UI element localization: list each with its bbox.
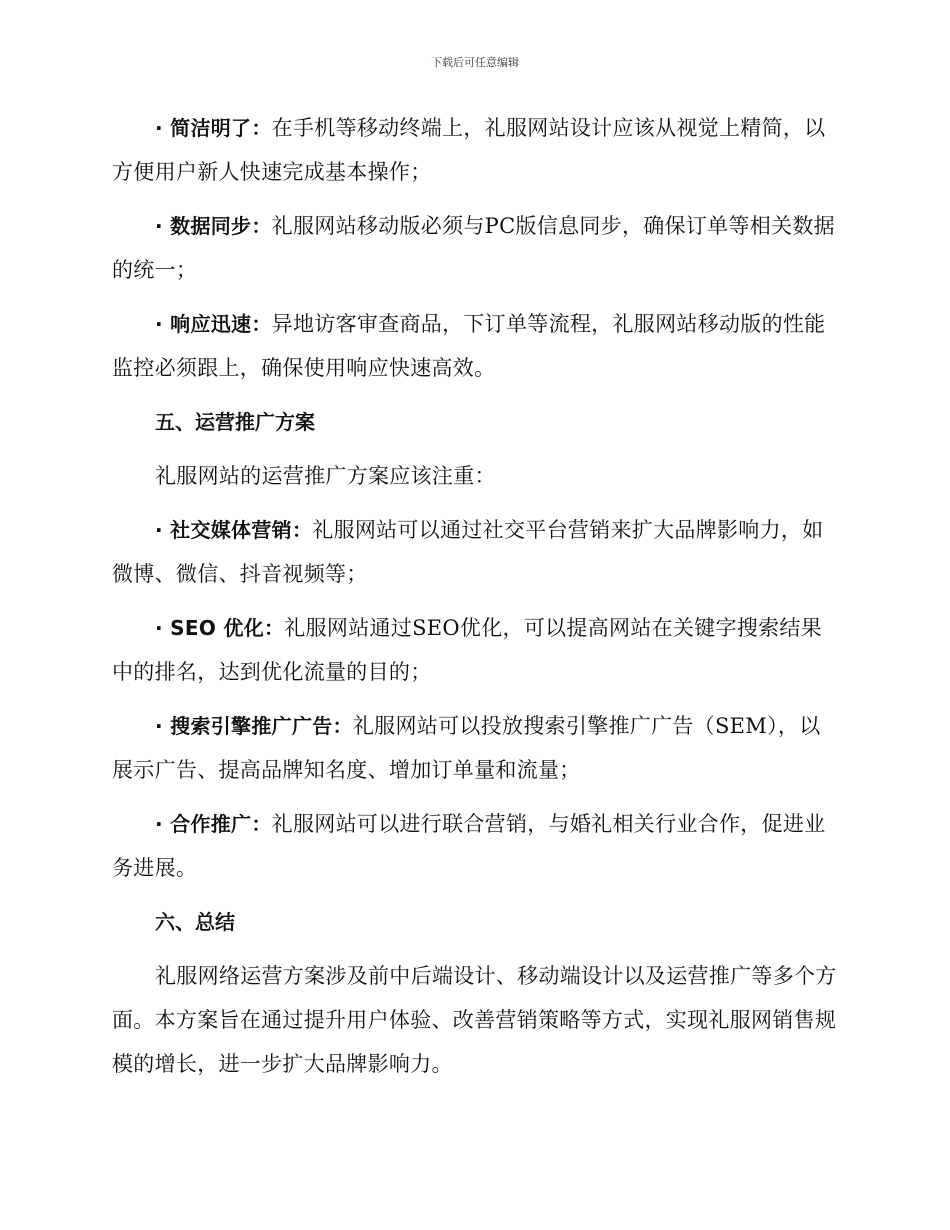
bullet-text: 异地访客审查商品，下订单等流程，礼服网站移动版的性能监控必须跟上，确保使用响应快速高效。 (112, 312, 826, 380)
section-6-heading: 六、总结 (155, 910, 235, 934)
bullet-sem (112, 704, 838, 792)
bullet-lead: · 数据同步： (155, 214, 272, 238)
page-header: 下载后可任意编辑 (431, 56, 519, 69)
document-body (112, 106, 838, 1096)
bullet-sync (112, 204, 838, 292)
bullet-lead: · 社交媒体营销： (155, 518, 313, 542)
bullet-lead: · 简洁明了： (155, 116, 272, 140)
bullet-simple (112, 106, 838, 194)
bullet-lead: · SEO 优化： (155, 616, 285, 640)
bullet-lead: · 合作推广： (155, 812, 272, 836)
bullet-seo (112, 606, 838, 694)
section-5-intro: 礼服网站的运营推广方案应该注重： (155, 464, 496, 488)
section-6-body: 礼服网络运营方案涉及前中后端设计、移动端设计以及运营推广等多个方面。本方案旨在通过提升用户体验、改善营销策略等方式，实现礼服网销售规模的增长，进一步扩大品牌影响力。 (112, 964, 837, 1076)
bullet-text: 礼服网站移动版必须与PC版信息同步，确保订单等相关数据的统一； (112, 214, 835, 282)
bullet-text: 礼服网站可以投放搜索引擎推广广告（SEM），以展示广告、提高品牌知名度、增加订单量和流量； (112, 714, 821, 782)
bullet-responsive (112, 302, 838, 390)
bullet-lead: · 响应迅速： (155, 312, 272, 336)
bullet-lead: · 搜索引擎推广广告： (155, 714, 353, 738)
bullet-cooperation (112, 802, 838, 890)
bullet-text: 礼服网站通过SEO优化，可以提高网站在关键字搜索结果中的排名，达到优化流量的目的； (112, 616, 823, 684)
bullet-text: 礼服网站可以通过社交平台营销来扩大品牌影响力，如微博、微信、抖音视频等； (112, 518, 824, 586)
section-5-heading: 五、运营推广方案 (155, 410, 315, 434)
bullet-text: 礼服网站可以进行联合营销，与婚礼相关行业合作，促进业务进展。 (112, 812, 826, 880)
bullet-social-media (112, 508, 838, 596)
bullet-text: 在手机等移动终端上，礼服网站设计应该从视觉上精简，以方便用户新人快速完成基本操作； (112, 116, 826, 184)
